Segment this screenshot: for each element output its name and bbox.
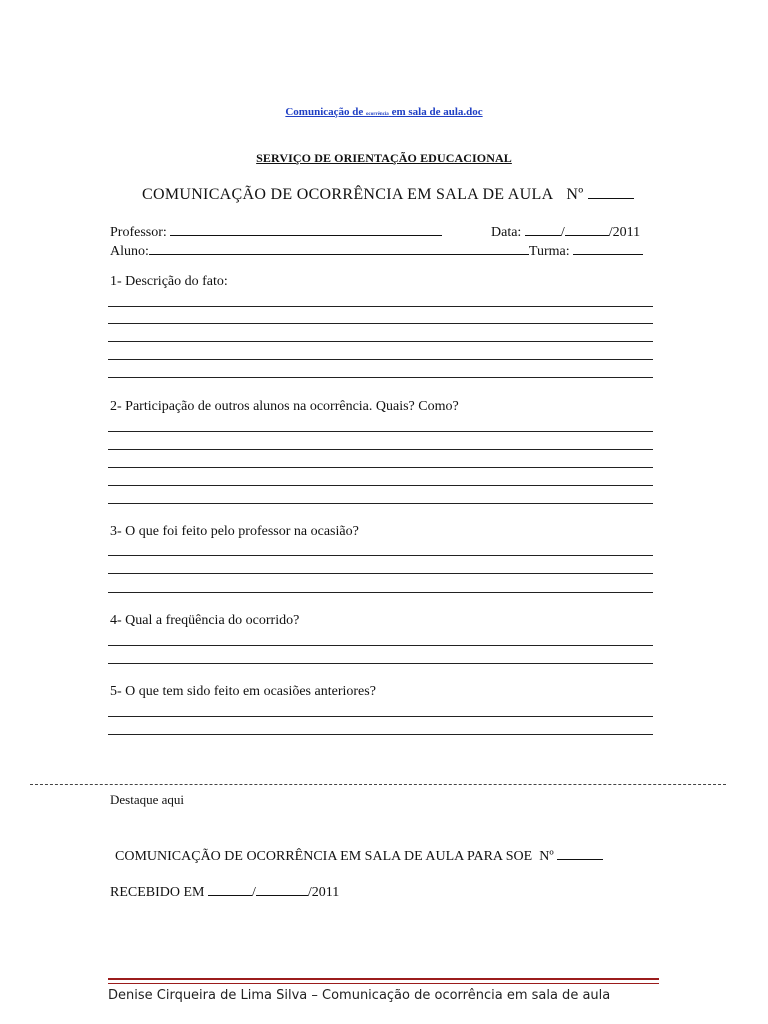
slip-number-label: Nº xyxy=(539,849,554,864)
professor-row xyxy=(110,220,442,241)
date-day-field[interactable] xyxy=(525,220,561,236)
slip-title-text: COMUNICAÇÃO DE OCORRÊNCIA EM SALA DE AULA PARA SOE xyxy=(115,849,533,864)
professor-field[interactable] xyxy=(170,220,442,236)
footer-text: Denise Cirqueira de Lima Silva – Comunicação de ocorrência em sala de aula xyxy=(108,988,611,1003)
date-label: Data: xyxy=(491,225,522,240)
answer-line[interactable] xyxy=(108,503,653,504)
slip-title xyxy=(115,844,603,865)
cut-line xyxy=(30,784,726,785)
answer-line[interactable] xyxy=(108,377,653,378)
question-2-label: 2- Participação de outros alunos na ocorrência. Quais? Como? xyxy=(110,399,459,414)
answer-line[interactable] xyxy=(108,306,653,307)
answer-line[interactable] xyxy=(108,341,653,342)
form-title xyxy=(142,183,634,204)
answer-line[interactable] xyxy=(108,323,653,324)
cut-label: Destaque aqui xyxy=(110,792,185,807)
question-5-label: 5- O que tem sido feito em ocasiões anteriores? xyxy=(110,684,376,699)
answer-line[interactable] xyxy=(108,449,653,450)
form-number-blank[interactable] xyxy=(588,183,634,199)
answer-line[interactable] xyxy=(108,645,653,646)
turma-label: Turma: xyxy=(528,244,570,259)
aluno-label: Aluno: xyxy=(110,244,149,259)
answer-line[interactable] xyxy=(108,431,653,432)
received-row xyxy=(110,880,339,901)
received-label: RECEBIDO EM xyxy=(110,885,205,900)
received-day-field[interactable] xyxy=(208,880,252,896)
date-row xyxy=(491,220,640,241)
answer-line[interactable] xyxy=(108,467,653,468)
received-month-field[interactable] xyxy=(256,880,308,896)
answer-line[interactable] xyxy=(108,573,653,574)
footer-rule-thin xyxy=(108,983,659,984)
link-text-part2: em sala de aula.doc xyxy=(388,106,483,118)
date-month-field[interactable] xyxy=(565,220,609,236)
professor-label: Professor: xyxy=(110,225,167,240)
date-slash: / xyxy=(560,225,565,240)
link-text-tiny: ocorrência xyxy=(366,112,389,117)
answer-line[interactable] xyxy=(108,734,653,735)
answer-line[interactable] xyxy=(108,555,653,556)
question-4-label: 4- Qual a freqüência do ocorrido? xyxy=(110,613,300,628)
answer-line[interactable] xyxy=(108,663,653,664)
aluno-field[interactable] xyxy=(149,239,529,255)
answer-line[interactable] xyxy=(108,592,653,593)
question-3-label: 3- O que foi feito pelo professor na ocasião? xyxy=(110,524,359,539)
received-year: /2011 xyxy=(307,885,340,900)
form-number-label: Nº xyxy=(566,186,584,203)
slip-number-field[interactable] xyxy=(557,844,603,860)
answer-line[interactable] xyxy=(108,716,653,717)
document-link[interactable] xyxy=(0,106,768,118)
date-year: /2011 xyxy=(608,225,641,240)
footer-rule xyxy=(108,978,659,980)
question-1-label: 1- Descrição do fato: xyxy=(110,274,228,289)
link-text-part1: Comunicação de xyxy=(285,106,367,118)
service-heading: SERVIÇO DE ORIENTAÇÃO EDUCACIONAL xyxy=(256,151,512,165)
answer-line[interactable] xyxy=(108,359,653,360)
aluno-row xyxy=(110,239,643,260)
form-title-text: COMUNICAÇÃO DE OCORRÊNCIA EM SALA DE AULA xyxy=(142,186,554,203)
received-slash: / xyxy=(252,885,256,900)
turma-field[interactable] xyxy=(573,239,643,255)
answer-line[interactable] xyxy=(108,485,653,486)
